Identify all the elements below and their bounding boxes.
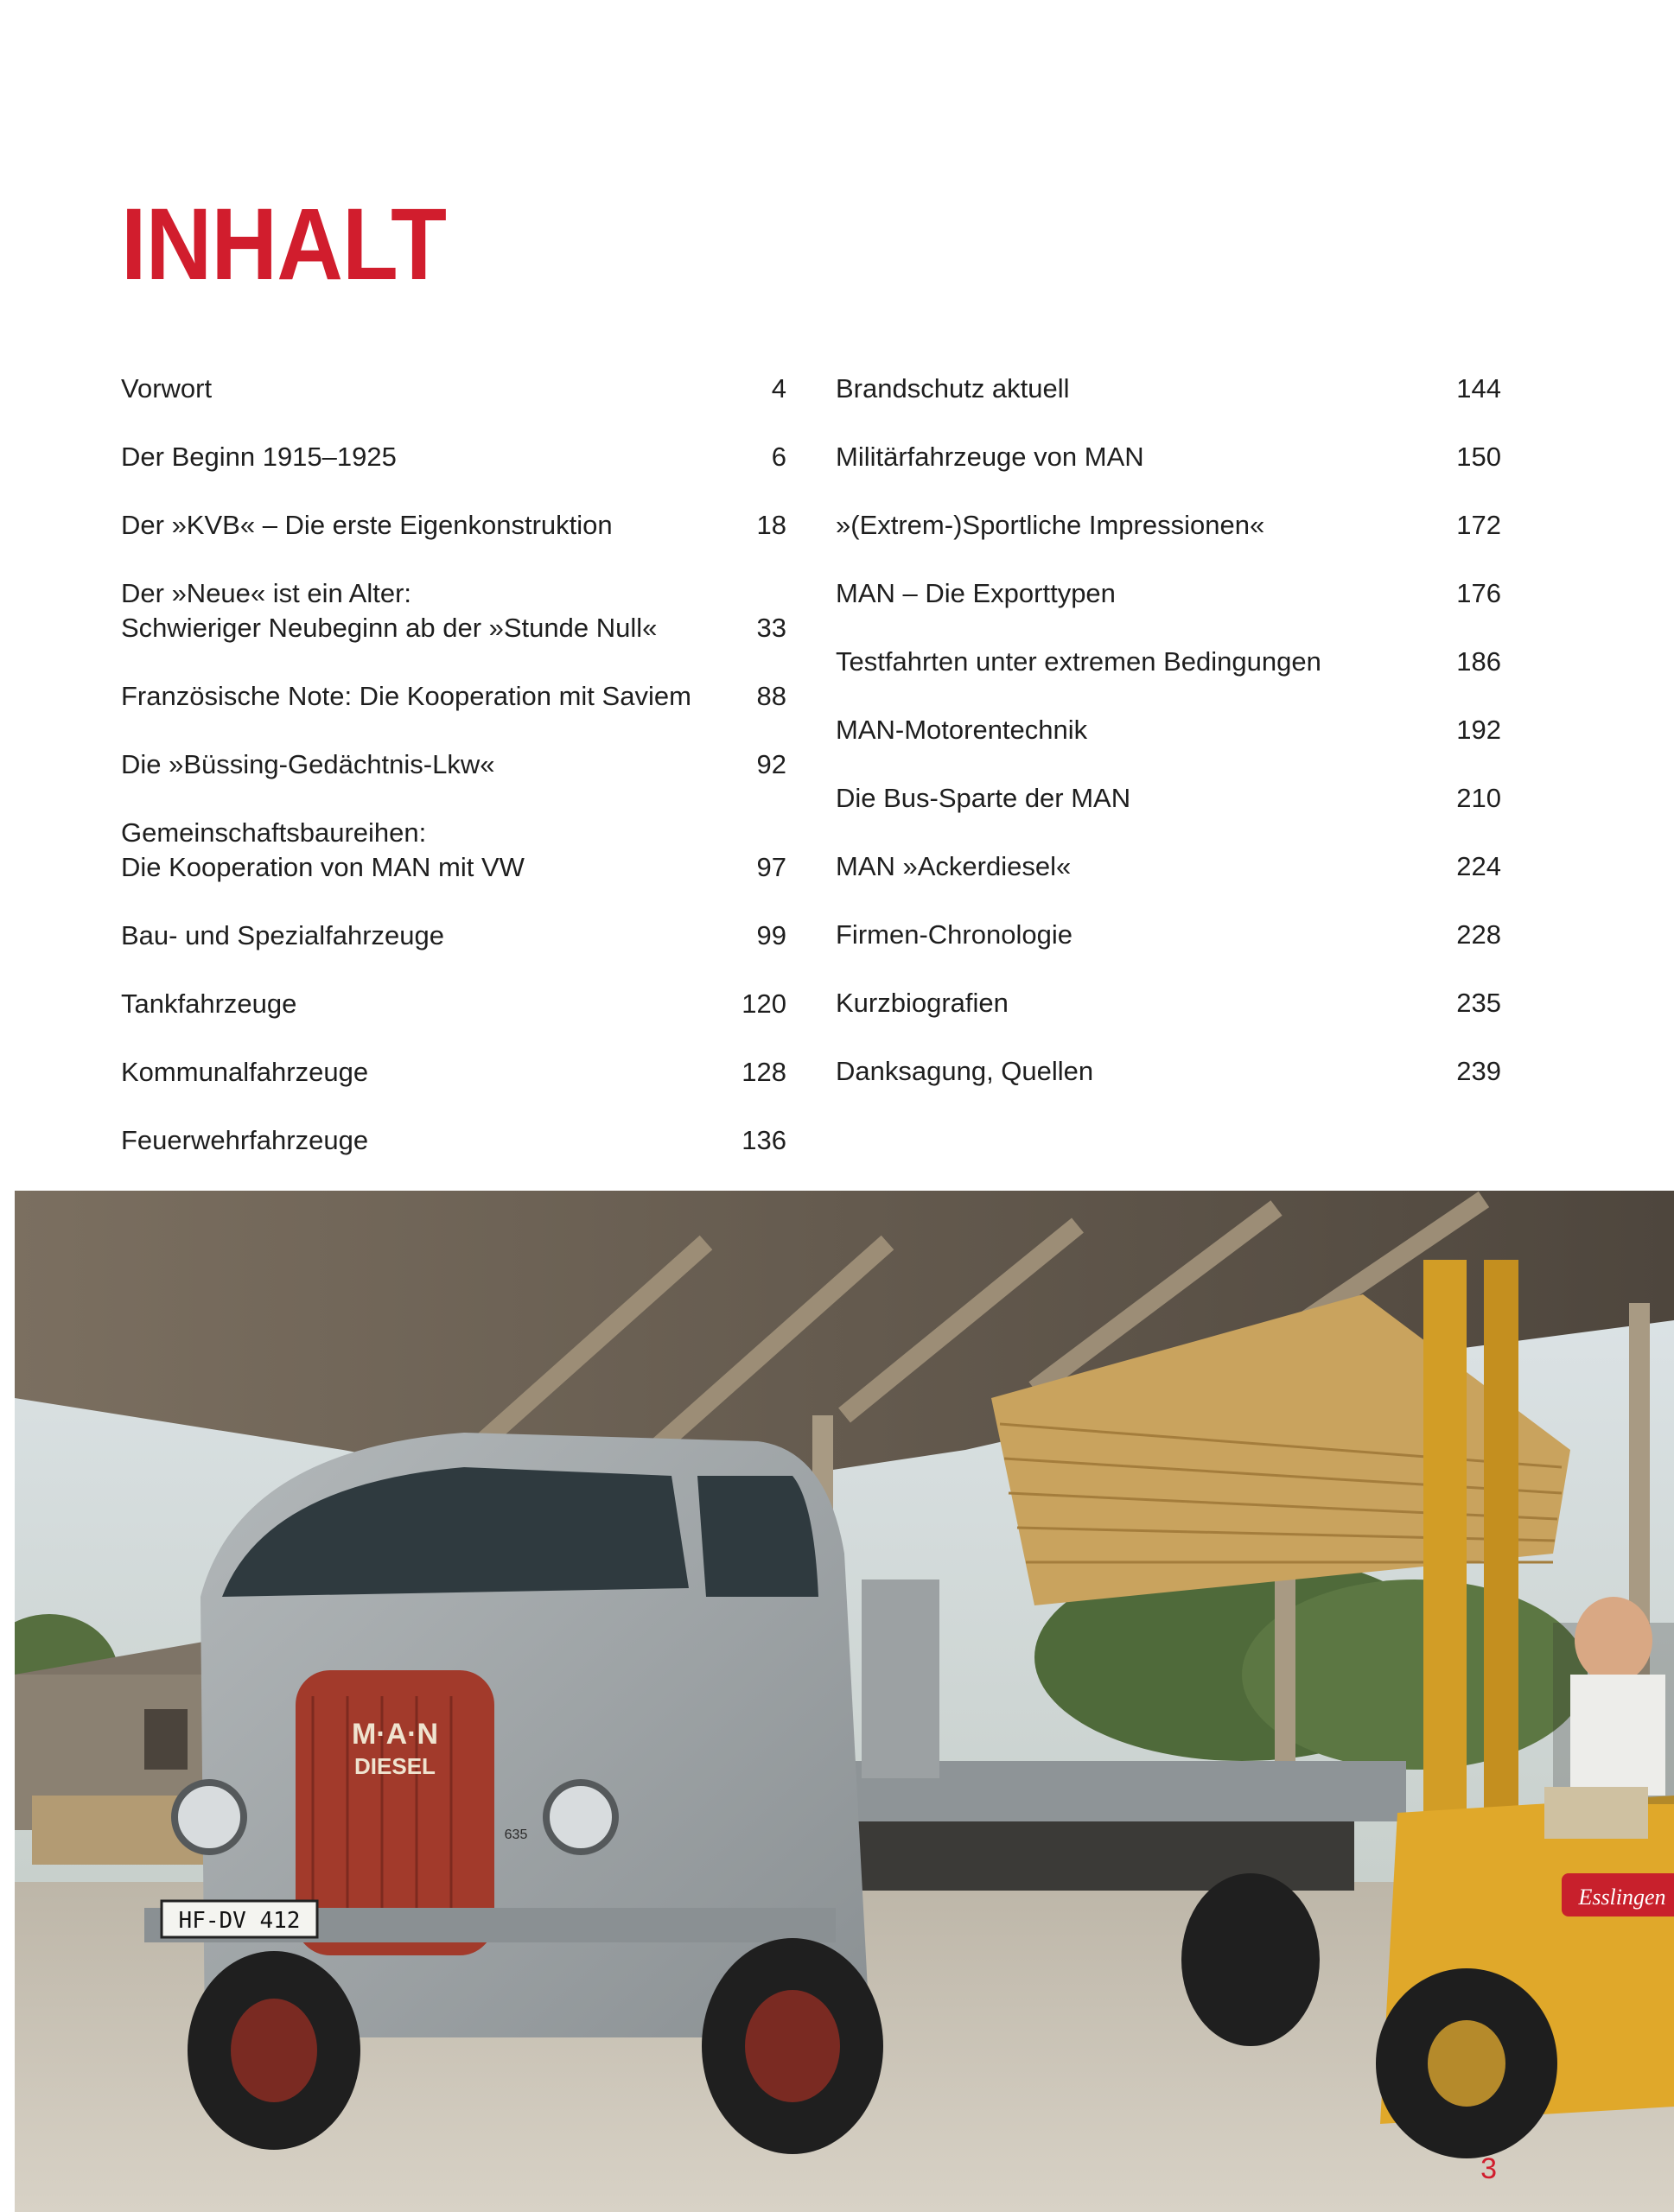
- forklift-brand-text: Esslingen: [1578, 1885, 1666, 1910]
- toc-entry-title: Tankfahrzeuge: [121, 988, 297, 1019]
- toc-entry[interactable]: [121, 1123, 786, 1158]
- toc-entry[interactable]: [836, 918, 1501, 952]
- toc-entry[interactable]: [836, 781, 1501, 816]
- model-badge: 635: [504, 1827, 528, 1842]
- toc-entry-title: MAN »Ackerdiesel«: [836, 851, 1072, 881]
- toc-entry-page: 144: [1456, 373, 1501, 404]
- toc-entry-page: 97: [756, 852, 786, 882]
- toc-entry-title: Feuerwehrfahrzeuge: [121, 1125, 369, 1155]
- toc-entry-page: 235: [1456, 988, 1501, 1018]
- toc-entry-title: Testfahrten unter extremen Bedingungen: [836, 646, 1321, 677]
- toc-entry-page: 186: [1456, 646, 1501, 677]
- toc-entry-page: 33: [756, 613, 786, 643]
- toc-entry[interactable]: [836, 713, 1501, 747]
- toc-entry-title: »(Extrem-)Sportliche Impressionen«: [836, 510, 1265, 540]
- toc-entry-title: Danksagung, Quellen: [836, 1056, 1094, 1086]
- toc-entry[interactable]: [836, 849, 1501, 884]
- toc-entry-page: 4: [771, 373, 786, 404]
- toc-entry[interactable]: [836, 1054, 1501, 1089]
- toc-entry[interactable]: [121, 816, 786, 885]
- toc-entry[interactable]: [121, 747, 786, 782]
- toc-entry[interactable]: [836, 440, 1501, 474]
- toc-entry-title: MAN-Motorentechnik: [836, 715, 1088, 745]
- toc-entry-page: 224: [1456, 851, 1501, 881]
- toc-entry[interactable]: [836, 576, 1501, 611]
- toc-entry[interactable]: [121, 508, 786, 543]
- toc-left-column: [121, 372, 786, 1192]
- toc-entry[interactable]: [121, 440, 786, 474]
- toc-entry-title: Die »Büssing-Gedächtnis-Lkw«: [121, 749, 495, 779]
- toc-entry-page: 92: [756, 749, 786, 779]
- toc-entry-title: Vorwort: [121, 373, 213, 404]
- toc-entry[interactable]: [836, 372, 1501, 406]
- toc-entry-page: 176: [1456, 578, 1501, 608]
- toc-entry-page: 136: [742, 1125, 786, 1155]
- toc-entry-page: 120: [742, 988, 786, 1019]
- toc-entry-page: 128: [742, 1057, 786, 1087]
- toc-entry-title: Der »KVB« – Die erste Eigenkonstruktion: [121, 510, 613, 540]
- license-plate: HF-DV 412: [178, 1908, 301, 1934]
- toc-entry-page: 150: [1456, 442, 1501, 472]
- toc-entry[interactable]: [121, 372, 786, 406]
- toc-entry-page: 18: [756, 510, 786, 540]
- toc-entry[interactable]: [121, 987, 786, 1021]
- toc-entry-page: 172: [1456, 510, 1501, 540]
- toc-entry[interactable]: [121, 679, 786, 714]
- toc-entry-page: 6: [771, 442, 786, 472]
- toc-entry-title: Militärfahrzeuge von MAN: [836, 442, 1144, 472]
- page-number: 3: [1480, 2152, 1497, 2185]
- toc-right-column: [836, 372, 1501, 1122]
- toc-entry[interactable]: [836, 986, 1501, 1020]
- toc-entry[interactable]: [836, 645, 1501, 679]
- toc-entry-page: 239: [1456, 1056, 1501, 1086]
- toc-entry-title: Der Beginn 1915–1925: [121, 442, 397, 472]
- grille-brand-text: M·A·N: [351, 1718, 439, 1751]
- toc-entry-page: 192: [1456, 715, 1501, 745]
- toc-entry-title: Kurzbiografien: [836, 988, 1009, 1018]
- toc-entry-title: Französische Note: Die Kooperation mit Saviem: [121, 681, 691, 711]
- toc-entry-title: Bau- und Spezialfahrzeuge: [121, 920, 444, 950]
- grille-sub-text: DIESEL: [354, 1753, 436, 1779]
- toc-entry[interactable]: [121, 918, 786, 953]
- toc-entry-title: Firmen-Chronologie: [836, 919, 1073, 950]
- toc-entry-title: Brandschutz aktuell: [836, 373, 1070, 404]
- toc-entry[interactable]: [121, 576, 786, 645]
- toc-entry-title: Die Bus-Sparte der MAN: [836, 783, 1131, 813]
- toc-entry-page: 99: [756, 920, 786, 950]
- toc-entry-page: 88: [756, 681, 786, 711]
- toc-entry[interactable]: [121, 1055, 786, 1090]
- toc-entry-title: Kommunalfahrzeuge: [121, 1057, 369, 1087]
- toc-entry-title: Der »Neue« ist ein Alter: Schwieriger Neubeginn ab der »Stunde Null«: [121, 578, 658, 643]
- toc-entry[interactable]: [836, 508, 1501, 543]
- toc-entry-page: 210: [1456, 783, 1501, 813]
- toc-entry-title: Gemeinschaftsbaureihen: Die Kooperation von MAN mit VW: [121, 817, 525, 882]
- truck-photo: [15, 1191, 1674, 2212]
- page-title: INHALT: [121, 188, 447, 302]
- toc-entry-title: MAN – Die Exporttypen: [836, 578, 1116, 608]
- toc-entry-page: 228: [1456, 919, 1501, 950]
